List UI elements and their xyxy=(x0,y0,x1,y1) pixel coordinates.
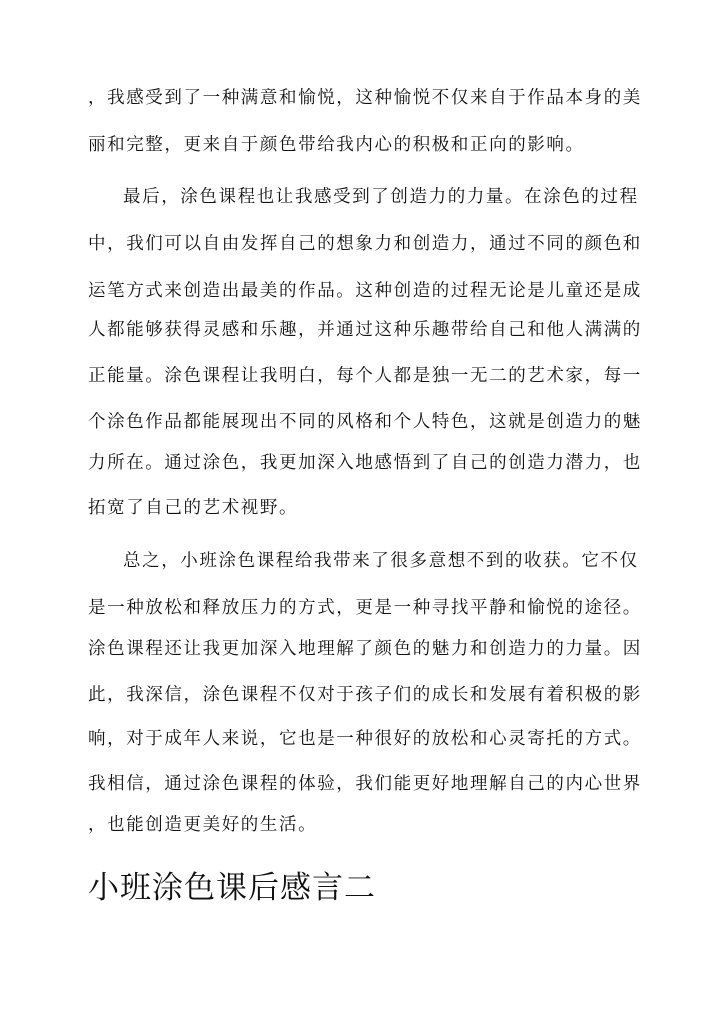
paragraph-2-line-2: 中，我们可以自由发挥自己的想象力和创造力，通过不同的颜色和 xyxy=(88,234,642,254)
paragraph-3-line-4: 此，我深信，涂色课程不仅对于孩子们的成长和发展有着积极的影 xyxy=(88,685,642,705)
paragraph-1-line-1: ，我感受到了一种满意和愉悦，这种愉悦不仅来自于作品本身的美 xyxy=(88,88,642,108)
paragraph-3-line-1: 总之，小班涂色课程给我带来了很多意想不到的收获。它不仅 xyxy=(123,551,639,571)
paragraph-2-line-6: 个涂色作品都能展现出不同的风格和个人特色，这就是创造力的魅 xyxy=(88,412,642,432)
paragraph-3-line-2: 是一种放松和释放压力的方式，更是一种寻找平静和愉悦的途径。 xyxy=(88,598,642,618)
paragraph-3-line-5: 响，对于成年人来说，它也是一种很好的放松和心灵寄托的方式。 xyxy=(88,729,642,749)
paragraph-2-line-7: 力所在。通过涂色，我更加深入地感悟到了自己的创造力潜力，也 xyxy=(88,453,642,473)
paragraph-2-line-1: 最后，涂色课程也让我感受到了创造力的力量。在涂色的过程 xyxy=(123,187,639,207)
paragraph-2-line-4: 人都能够获得灵感和乐趣，并通过这种乐趣带给自己和他人满满的 xyxy=(88,320,642,340)
paragraph-2-line-3: 运笔方式来创造出最美的作品。这种创造的过程无论是儿童还是成 xyxy=(88,281,642,301)
paragraph-1-line-2: 丽和完整，更来自于颜色带给我内心的积极和正向的影响。 xyxy=(88,135,585,155)
paragraph-2-line-5: 正能量。涂色课程让我明白，每个人都是独一无二的艺术家，每一 xyxy=(88,366,642,386)
paragraph-2-line-8: 拓宽了自己的艺术视野。 xyxy=(88,498,299,518)
paragraph-3-line-6: 我相信，通过涂色课程的体验，我们能更好地理解自己的内心世界 xyxy=(88,774,642,794)
section-heading: 小班涂色课后感言二 xyxy=(88,870,376,906)
paragraph-3-line-7: ，也能创造更美好的生活。 xyxy=(88,815,318,835)
paragraph-3-line-3: 涂色课程还让我更加深入地理解了颜色的魅力和创造力的力量。因 xyxy=(88,639,642,659)
